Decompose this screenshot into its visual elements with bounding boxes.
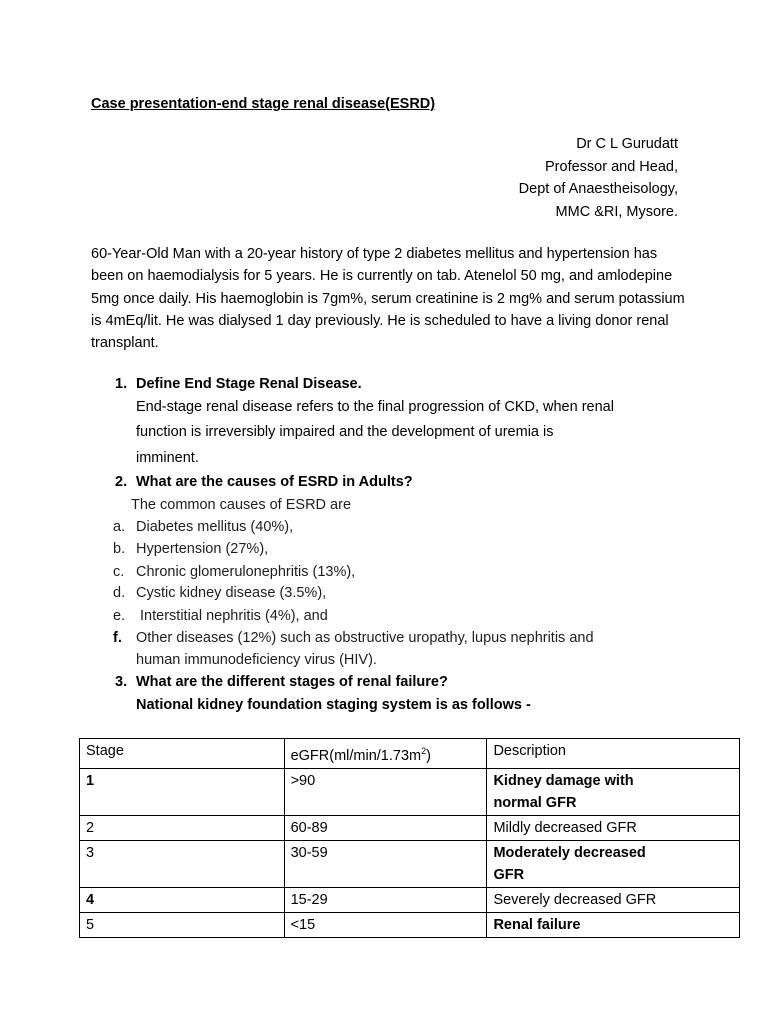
- row-description-line1: Kidney damage with: [493, 772, 634, 789]
- cause-d-text: Cystic kidney disease (3.5%),: [136, 585, 327, 601]
- cause-e-marker: e.: [113, 608, 126, 624]
- q1-question: Define End Stage Renal Disease.: [136, 376, 362, 392]
- q3-lead: National kidney foundation staging system is as follows -: [136, 697, 531, 713]
- table-row: [80, 840, 740, 887]
- header-description: Description: [487, 739, 740, 769]
- header-egfr-superscript: 2: [421, 746, 427, 756]
- q3-question: What are the different stages of renal failure?: [136, 674, 448, 690]
- header-egfr-text: eGFR(ml/min/1.73m: [290, 747, 422, 764]
- row-description-line2: normal GFR: [493, 794, 577, 811]
- cause-a-marker: a.: [113, 519, 126, 535]
- author-block: [519, 133, 678, 223]
- q1-answer-line1: End-stage renal disease refers to the final progression of CKD, when renal: [136, 399, 614, 415]
- author-department: Dept of Anaestheisology,: [518, 181, 678, 197]
- row-egfr: <15: [284, 912, 487, 937]
- q2-lead: The common causes of ESRD are: [131, 497, 352, 513]
- row-stage: 2: [80, 815, 285, 840]
- table-header-row: [80, 739, 740, 769]
- row-description: Severely decreased GFR: [487, 887, 740, 912]
- cause-f-marker: f.: [113, 630, 122, 646]
- q2-number: 2.: [115, 474, 128, 490]
- cause-b-text: Hypertension (27%),: [136, 541, 269, 557]
- author-institution: MMC &RI, Mysore.: [555, 203, 678, 220]
- header-egfr-close: ): [426, 747, 431, 764]
- row-description: [487, 840, 740, 887]
- row-stage: 5: [80, 912, 285, 937]
- header-stage: Stage: [80, 739, 285, 769]
- table-row: [80, 887, 740, 912]
- cause-c-text: Chronic glomerulonephritis (13%),: [136, 564, 356, 580]
- row-stage: 1: [80, 768, 285, 815]
- cause-f-text: Other diseases (12%) such as obstructive uropathy, lupus nephritis and: [136, 630, 594, 646]
- row-egfr: 60-89: [284, 815, 487, 840]
- author-name: Dr C L Gurudatt: [576, 136, 678, 152]
- staging-table: [79, 738, 740, 938]
- header-egfr: [284, 739, 487, 769]
- q1-answer-line3: imminent.: [136, 450, 199, 466]
- row-description: Renal failure: [487, 912, 740, 937]
- q3-number: 3.: [115, 674, 128, 690]
- cause-d-marker: d.: [113, 585, 126, 601]
- row-description: Mildly decreased GFR: [487, 815, 740, 840]
- row-stage: 4: [80, 887, 285, 912]
- row-description-line1: Moderately decreased: [493, 844, 646, 861]
- row-stage: 3: [80, 840, 285, 887]
- cause-e-text: Interstitial nephritis (4%), and: [136, 608, 328, 624]
- row-egfr: 30-59: [284, 840, 487, 887]
- table-row: [80, 815, 740, 840]
- q2-question: What are the causes of ESRD in Adults?: [136, 474, 413, 490]
- row-description-line2: GFR: [493, 866, 525, 883]
- table-row: [80, 912, 740, 937]
- cause-c-marker: c.: [113, 564, 125, 580]
- row-egfr: >90: [284, 768, 487, 815]
- row-description: [487, 768, 740, 815]
- case-intro: 60-Year-Old Man with a 20-year history of type 2 diabetes mellitus and hypertension has been on haemodialysis for 5 years. He is currently on tab. Atenelol 50 mg, and amlodepine 5mg once daily. His haemoglobin is 7gm%, serum creatinine is 2 mg% and serum potassium is 4mEq/lit. He was dialysed 1 day previously. He is scheduled to have a living donor renal transplant.: [91, 246, 685, 352]
- q1-number: 1.: [115, 376, 128, 392]
- cause-a-text: Diabetes mellitus (40%),: [136, 519, 294, 535]
- q1-answer-line2: function is irreversibly impaired and the development of uremia is: [136, 424, 554, 440]
- row-egfr: 15-29: [284, 887, 487, 912]
- document-title: Case presentation-end stage renal disease(ESRD): [91, 96, 436, 112]
- table-row: [80, 768, 740, 815]
- cause-b-marker: b.: [113, 541, 126, 557]
- cause-f-text-line2: human immunodeficiency virus (HIV).: [136, 652, 377, 668]
- author-position: Professor and Head,: [545, 158, 678, 175]
